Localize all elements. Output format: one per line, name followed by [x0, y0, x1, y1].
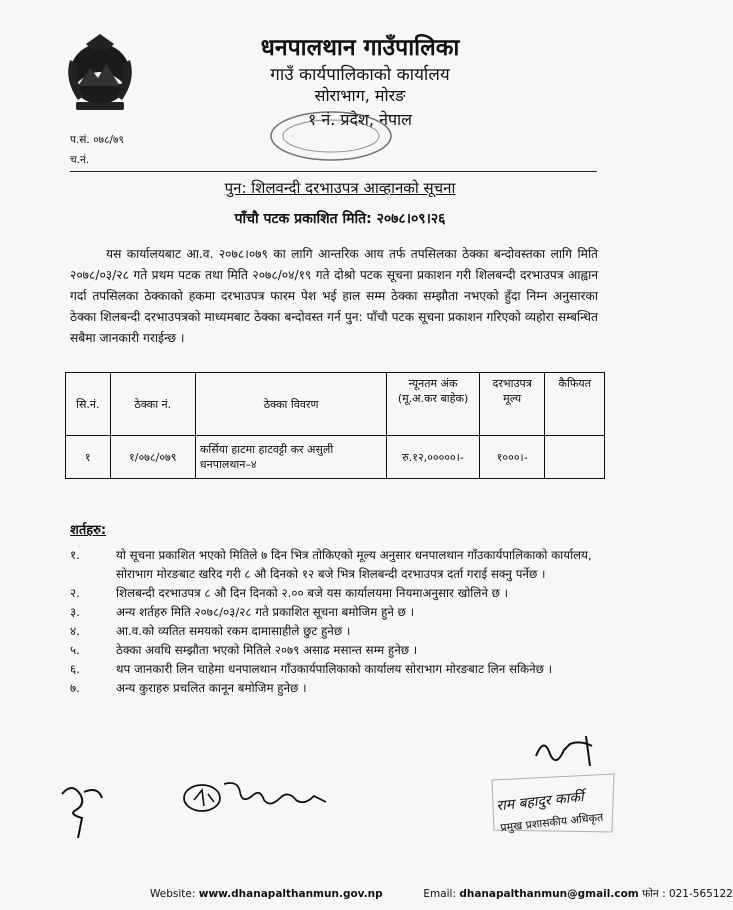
list-item — [70, 603, 610, 622]
website-label: Website: — [150, 888, 196, 900]
list-item — [70, 546, 610, 584]
header-form-price: दरभाउपत्र मूल्य — [479, 373, 545, 436]
officer-name: राम बहादुर कार्की — [495, 789, 585, 815]
header-min-amount: न्यूनतम अंक (मू.अ.कर बाहेक) — [387, 373, 480, 436]
list-item — [70, 641, 610, 660]
cell-min-amount: रु.१२,०००००।- — [387, 436, 480, 479]
condition-number: ६. — [70, 662, 80, 676]
dispatch-number: च.नं. — [70, 154, 90, 166]
table-header-row — [66, 373, 605, 436]
condition-text: शिलबन्दी दरभाउपत्र ८ औ दिन दिनको २.०० बजे यस कार्यालयमा नियमाअनुसार खोलिने छ । — [116, 586, 509, 600]
email-link[interactable]: dhanapalthanmun@gmail.com — [459, 888, 639, 900]
cell-remarks — [545, 436, 605, 479]
list-item — [70, 660, 610, 679]
header-divider — [70, 171, 597, 172]
office-name: धनपालथान गाउँपालिका — [260, 35, 460, 61]
cell-contract-no: १/०७८/०७९ — [110, 436, 195, 479]
header-remarks: कैफियत — [545, 373, 605, 436]
header-contract-no: ठेक्का नं. — [110, 373, 195, 436]
footer — [150, 887, 733, 901]
condition-text: ठेक्का अवधि सम्झौता भएको मितिले २०७९ असाढ मसान्त सम्म हुनेछ । — [116, 643, 418, 657]
website-link[interactable]: www.dhanapalthanmun.gov.np — [198, 888, 383, 900]
phone-number: फोन : 021-565122 — [642, 888, 733, 900]
condition-number: ७. — [70, 681, 80, 695]
table-row — [66, 436, 605, 479]
email-label: Email: — [423, 888, 456, 900]
condition-number: १. — [70, 548, 80, 562]
cell-sn: १ — [66, 436, 111, 479]
condition-text: अन्य कुराहरु प्रचलित कानून बमोजिम हुनेछ । — [116, 681, 307, 695]
header-details: ठेक्का विवरण — [195, 373, 386, 436]
condition-text: अन्य शर्तहरु मिति २०७८/०३/२८ गते प्रकाशित सूचना बमोजिम हुने छ । — [116, 605, 415, 619]
condition-text: यो सूचना प्रकाशित भएको मितिले ७ दिन भित्र तोकिएको मूल्य अनुसार धनपालथान गाँउकार्यपालिकाको कार्यालय, सोराभाग मोरङबाट खरिद गरी ८ औ दिनको १२ बजे भित्र शिलबन्दी दरभाउपत्र दर्ता गराई सक्नु पर्नेछ । — [116, 548, 592, 581]
nepal-emblem-icon — [58, 30, 142, 114]
header-sn: सि.नं. — [66, 373, 111, 436]
condition-number: ३. — [70, 605, 80, 619]
tender-table — [65, 372, 605, 479]
list-item — [70, 584, 610, 603]
condition-text: थप जानकारी लिन चाहेमा धनपालथान गाँउकार्यपालिकाको कार्यालय सोराभाग मोरङबाट लिन सकिनेछ । — [116, 662, 553, 676]
condition-text: आ.व.को व्यतित समयको रकम दामासाहीले छुट हुनेछ । — [116, 624, 351, 638]
list-item — [70, 622, 610, 641]
signature-left-icon — [58, 780, 108, 840]
cell-form-price: १०००।- — [479, 436, 545, 479]
office-stamp-icon — [266, 108, 396, 164]
signature-right-icon — [530, 730, 600, 770]
letter-number: प.सं. ०७८/७९ — [70, 134, 124, 146]
list-item — [70, 679, 610, 698]
conditions-title: शर्तहरु: — [70, 523, 107, 538]
signature-middle-icon — [180, 776, 330, 816]
condition-number: ५. — [70, 643, 80, 657]
notice-body: यस कार्यालयबाट आ.व. २०७८।०७९ का लागि आन्तरिक आय तर्फ तपसिलका ठेक्का बन्दोवस्तका लागि मिति २०७८/०३/२८ गते प्रथम पटक तथा मिति २०७८/०४/१९ गते दोश्रो पटक सूचना प्रकाशन गरी शिलबन्दी दरभाउपत्र आह्वान गर्दा तपसिलका ठेक्काको हकमा दरभाउपत्र फारम पेश भई हाल सम्म ठेक्का सम्झौता नभएको हुँदा निम्न अनुसारका ठेक्का शिलबन्दी दरभाउपत्रको माध्यमबाट ठेक्का बन्दोवस्त गर्न पुन: पाँचौ पटक सूचना प्रकाशन गरिएको व्यहोरा सम्बन्धित सबैमा जानकारी गराईन्छ । — [70, 247, 598, 345]
condition-number: २. — [70, 586, 80, 600]
officer-title: प्रमुख प्रशासकीय अधिकृत — [499, 810, 604, 835]
conditions-list — [70, 546, 610, 698]
office-address: सोराभाग, मोरङ — [314, 86, 406, 105]
cell-details: कर्सिया हाटमा हाटवट्टी कर असुली धनपालथान–४ — [195, 436, 386, 479]
condition-number: ४. — [70, 624, 80, 638]
office-province: १ नं. प्रदेश, नेपाल — [307, 110, 413, 129]
notice-title: पुन: शिलवन्दी दरभाउपत्र आव्हानको सूचना — [224, 179, 456, 197]
notice-subtitle: पाँचौ पटक प्रकाशित मिति: २०७८।०९।२६ — [234, 211, 446, 227]
office-subtitle: गाउँ कार्यपालिकाको कार्यालय — [270, 65, 450, 85]
